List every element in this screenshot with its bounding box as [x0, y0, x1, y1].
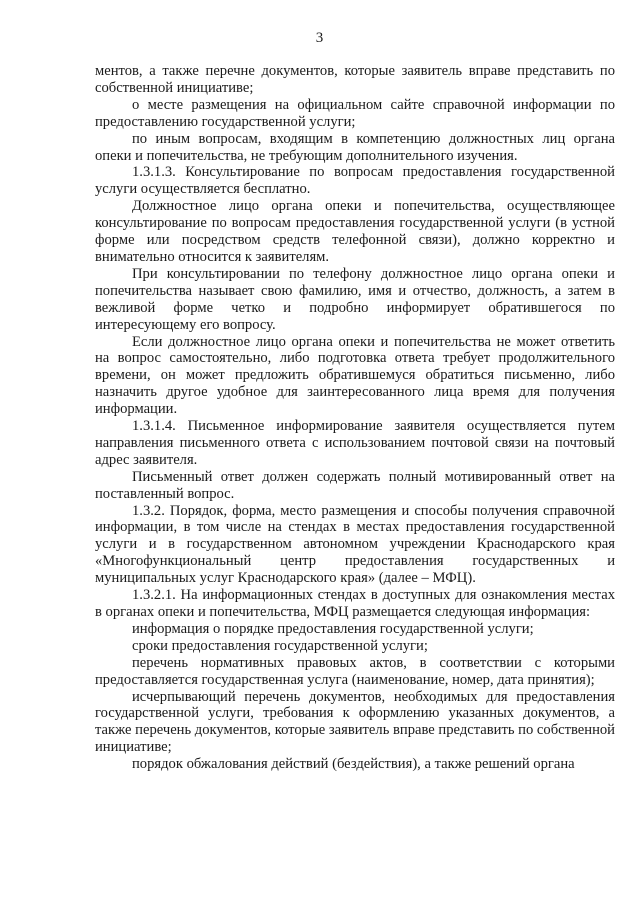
paragraph: При консультировании по телефону должностное лицо органа опеки и попечительства называет свою фамилию, имя и отчество, должность, а затем в вежливой форме четко и подробно информирует обратившегося по интересующему его вопросу. [95, 265, 615, 333]
paragraph: сроки предоставления государственной услуги; [132, 637, 428, 654]
paragraph: 1.3.1.3. Консультирование по вопросам предоставления государственной услуги осуществляется бесплатно. [95, 164, 615, 198]
page-number: 3 [315, 30, 324, 46]
paragraph: информация о порядке предоставления государственной услуги; [132, 620, 534, 637]
paragraph: порядок обжалования действий (бездействия), а также решений органа [132, 756, 575, 773]
paragraph: о месте размещения на официальном сайте справочной информации по предоставлению государственной услуги; [95, 96, 615, 130]
paragraph: 1.3.2. Порядок, форма, место размещения и способы получения справочной информации, в том числе на стендах в местах предоставления государственной услуги и в государственном автономном учреждении Краснодарского края «Многофункциональный центр предоставления государственных и муниципальных услуг Краснодарского края» (далее – МФЦ). [95, 502, 615, 587]
paragraph: перечень нормативных правовых актов, в соответствии с которыми предоставляется государственная услуга (наименование, номер, дата принятия); [95, 654, 615, 688]
paragraph: исчерпывающий перечень документов, необходимых для предоставления государственной услуги, требования к оформлению указанных документов, а также перечень документов, которые заявитель вправе представить по собственной инициативе; [95, 688, 615, 756]
paragraph: Если должностное лицо органа опеки и попечительства не может ответить на вопрос самостоятельно, либо подготовка ответа требует продолжительного времени, он может предложить обратившемуся обратиться письменно, либо назначить другое удобное для заинтересованного лица время для получения информации. [95, 333, 615, 418]
paragraph: 1.3.2.1. На информационных стендах в доступных для ознакомления местах в органах опеки и попечительства, МФЦ размещается следующая информация: [95, 587, 615, 620]
paragraph: Письменный ответ должен содержать полный мотивированный ответ на поставленный вопрос. [95, 468, 615, 502]
paragraph-continuation: ментов, а также перечне документов, которые заявитель вправе представить по собственной инициативе; [95, 63, 615, 96]
paragraph: 1.3.1.4. Письменное информирование заявителя осуществляется путем направления письменного ответа с использованием почтовой связи на почтовый адрес заявителя. [95, 418, 615, 468]
document-body [95, 63, 615, 773]
paragraph: Должностное лицо органа опеки и попечительства, осуществляющее консультирование по вопросам предоставления государственной услуги (в устной форме или посредством средств телефонной связи), должно корректно и внимательно относится к заявителям. [95, 198, 615, 265]
paragraph: по иным вопросам, входящим в компетенцию должностных лиц органа опеки и попечительства, не требующим дополнительного изучения. [95, 130, 615, 164]
